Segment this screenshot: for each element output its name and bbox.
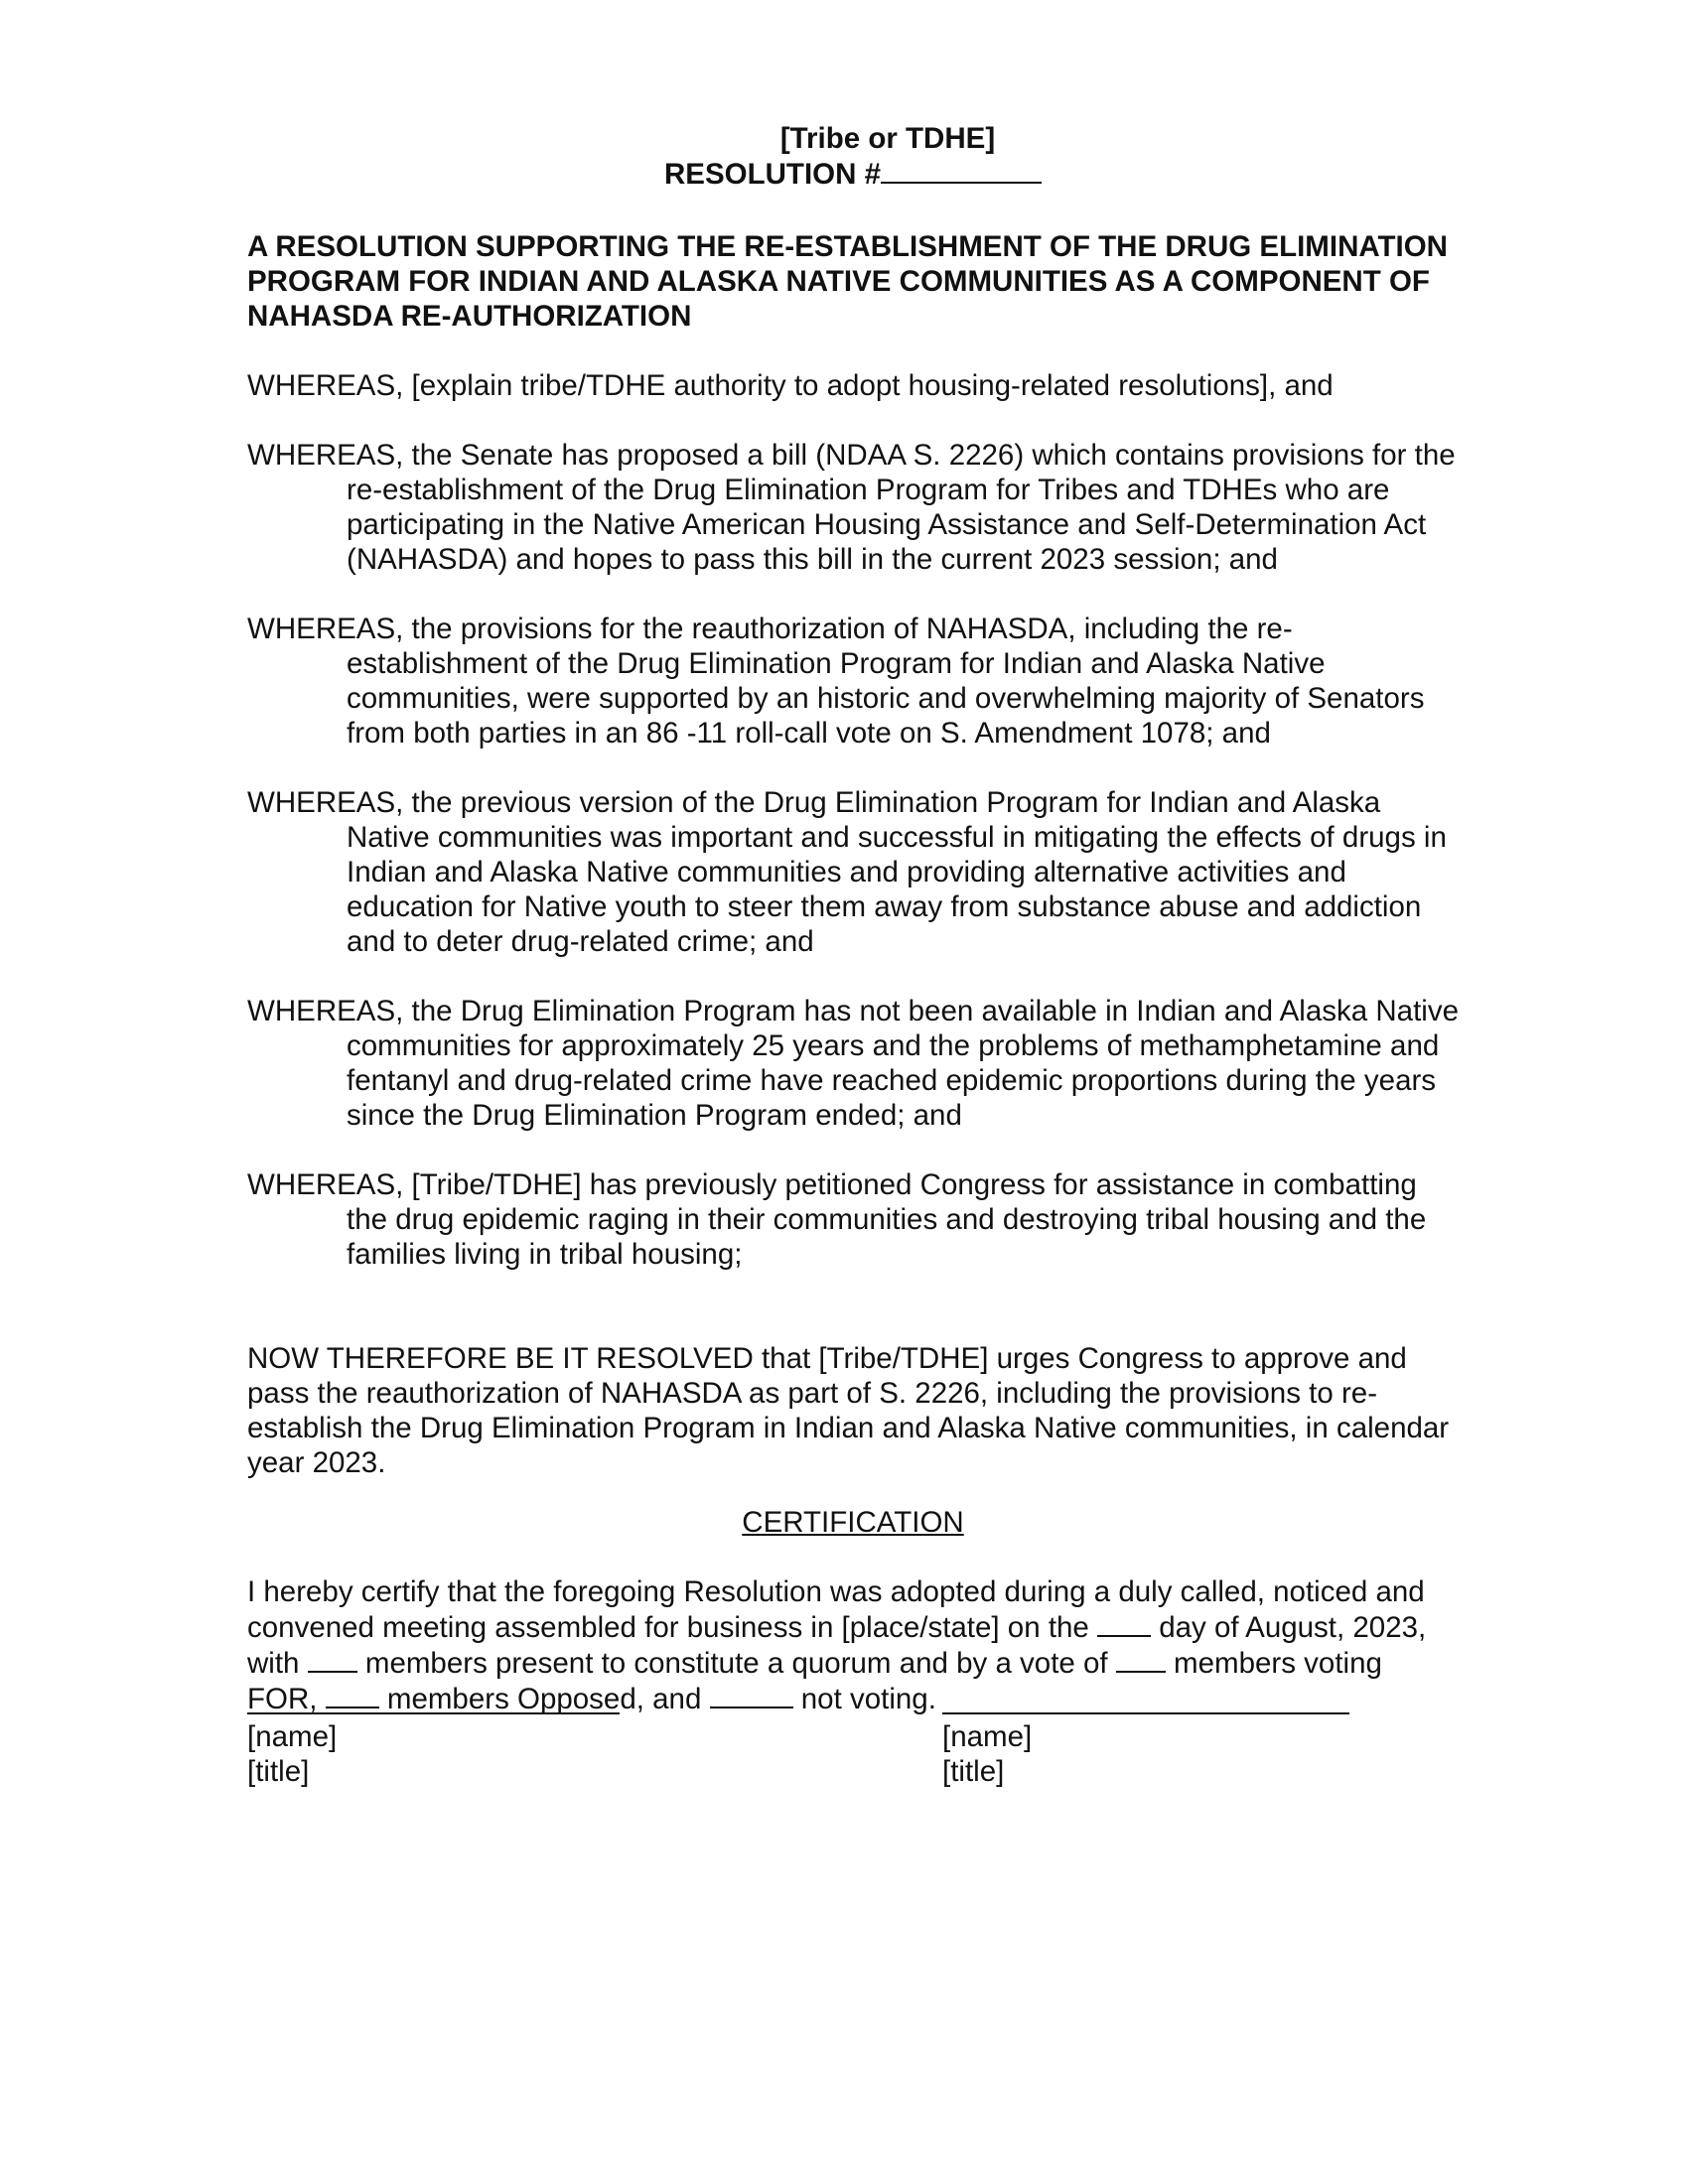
signer-title: [title] xyxy=(247,1755,310,1788)
signature-line xyxy=(247,1712,620,1714)
certification-text-part: not voting. xyxy=(800,1683,936,1715)
whereas-clause-1: WHEREAS, [explain tribe/TDHE authority to adopt housing-related resolutions], and xyxy=(247,369,1334,402)
members-present-blank xyxy=(308,1645,357,1673)
resolution-number-line xyxy=(247,156,1459,192)
resolution-subject: A RESOLUTION SUPPORTING THE RE-ESTABLISHMENT OF THE DRUG ELIMINATION PROGRAM FOR INDIAN AND ALASKA NATIVE COMMUNITIES AS A COMPONENT OF NAHASDA RE-AUTHORIZATION xyxy=(247,230,1448,333)
signature-block-left xyxy=(247,1712,620,1789)
signature-row xyxy=(247,1712,1459,1832)
whereas-clause-6: WHEREAS, [Tribe/TDHE] has previously petitioned Congress for assistance in combatting the drug epidemic raging in their communities and destroying tribal housing and the families living in tribal housing; xyxy=(247,1168,1427,1271)
whereas-clause-5: WHEREAS, the Drug Elimination Program has not been available in Indian and Alaska Native communities for approximately 25 years and the problems of methamphetamine and fentanyl and drug-related crime have reached epidemic proportions during the years since the Drug Elimination Program ended; and xyxy=(247,995,1459,1132)
certification-text-part: members voting FOR, xyxy=(247,1647,1382,1715)
certification-text-part: I hereby certify that the foregoing Resolution was adopted during a duly called, noticed and convened meeting assembled for business in [place/state] on the xyxy=(247,1575,1425,1644)
signature-block-right xyxy=(942,1712,1349,1789)
signer-title: [title] xyxy=(942,1755,1005,1788)
whereas-clause-4: WHEREAS, the previous version of the Drug Elimination Program for Indian and Alaska Native communities was important and successful in mitigating the effects of drugs in Indian and Alaska Native communities and providing alternative activities and education for Native youth to steer them away from substance abuse and addiction and to deter drug-related crime; and xyxy=(247,786,1447,958)
entity-title xyxy=(247,121,1459,156)
document-header xyxy=(247,121,1459,192)
certification-text xyxy=(247,1574,1459,1716)
whereas-clause-3: WHEREAS, the provisions for the reauthorization of NAHASDA, including the re-establishment of the Drug Elimination Program for Indian and Alaska Native communities, were supported by an historic and overwhelming majority of Senators from both parties in an 86 -11 roll-call vote on S. Amendment 1078; and xyxy=(247,613,1425,750)
entity-title-text: [Tribe or TDHE] xyxy=(779,122,996,155)
signer-name: [name] xyxy=(942,1720,1033,1753)
vote-count-blank xyxy=(1116,1645,1166,1673)
resolution-number-blank xyxy=(881,156,1042,184)
members-opposed-blank xyxy=(710,1681,793,1708)
certification-text-part: day of August, 2023, with xyxy=(247,1611,1427,1680)
certification-text-part: members Opposed, and xyxy=(386,1683,702,1715)
signer-name: [name] xyxy=(247,1720,338,1753)
certification-heading: CERTIFICATION xyxy=(742,1506,964,1539)
day-blank xyxy=(1097,1609,1151,1637)
resolved-clause: NOW THEREFORE BE IT RESOLVED that [Tribe/TDHE] urges Congress to approve and pass the reauthorization of NAHASDA as part of S. 2226, including the provisions to re-establish the Drug Elimination Program in Indian and Alaska Native communities, in calendar year 2023. xyxy=(247,1342,1450,1479)
certification-text-part: members present to constitute a quorum and by a vote of xyxy=(364,1647,1108,1680)
whereas-clause-2: WHEREAS, the Senate has proposed a bill (NDAA S. 2226) which contains provisions for the re-establishment of the Drug Elimination Program for Tribes and TDHEs who are participating in the Native American Housing Assistance and Self-Determination Act (NAHASDA) and hopes to pass this bill in the current 2023 session; and xyxy=(247,439,1456,576)
members-for-blank xyxy=(326,1681,379,1708)
resolution-label: RESOLUTION # xyxy=(664,158,881,191)
resolution-document xyxy=(247,121,1459,1716)
signature-line xyxy=(942,1712,1349,1714)
